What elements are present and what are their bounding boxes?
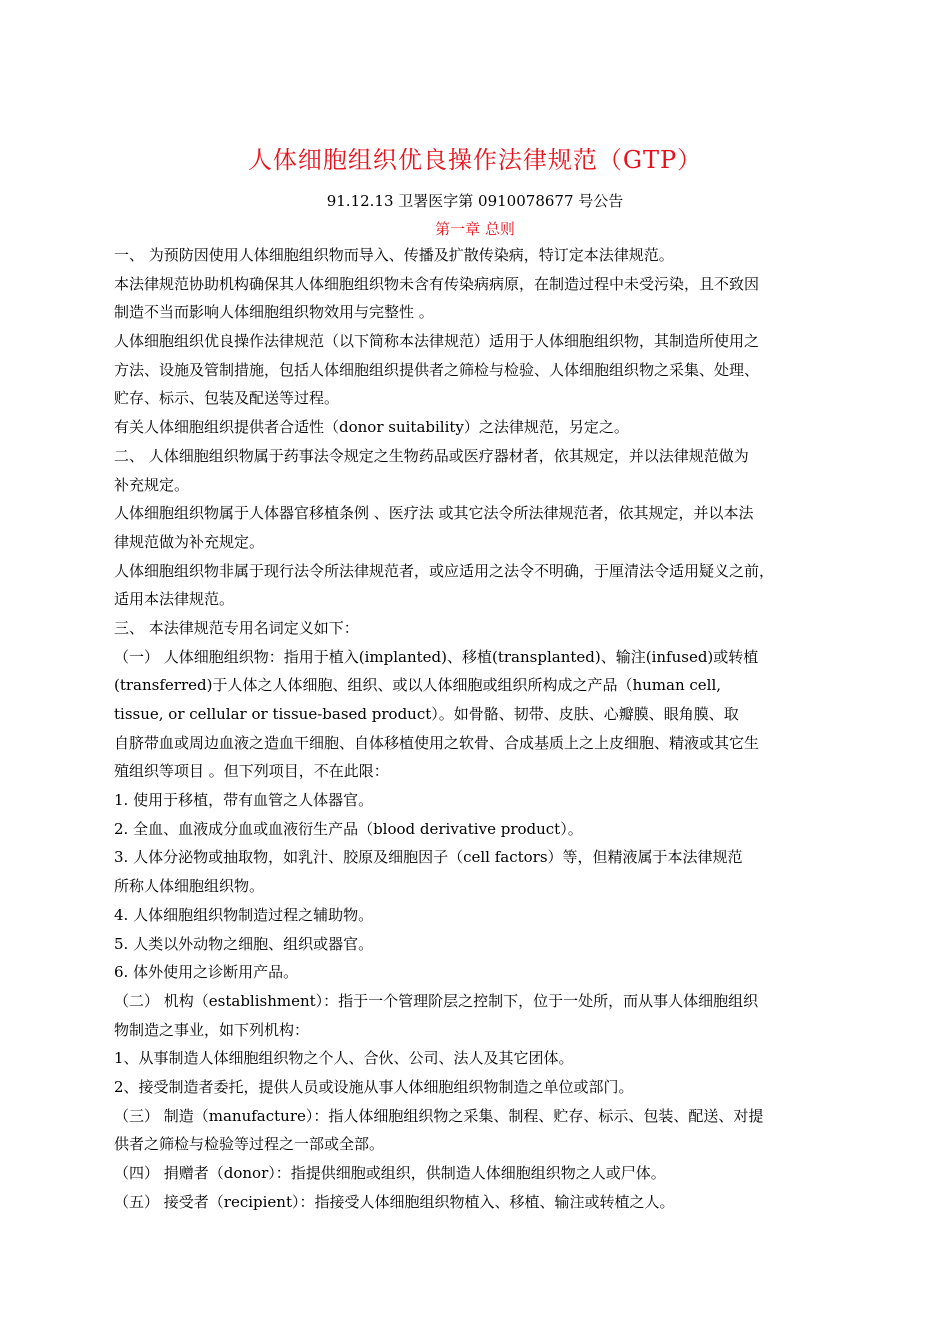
- text-line: 人体细胞组织物非属于现行法令所法律规范者，或应适用之法令不明确，于厘清法令适用疑义之前，: [114, 561, 775, 580]
- document-body: [114, 241, 854, 1216]
- text-line: （二） 机构（establishment）：指于一个管理阶层之控制下，位于一处所，而从事人体细胞组织: [114, 991, 759, 1010]
- text-line: 5. 人类以外动物之细胞、组织或器官。: [114, 934, 374, 953]
- text-line: 2. 全血、血液成分血或血液衍生产品（blood derivative product）。: [114, 819, 583, 838]
- text-line: （五） 接受者（recipient）：指接受人体细胞组织物植入、移植、输注或转植之人。: [114, 1192, 675, 1211]
- text-line: 供者之筛检与检验等过程之一部或全部。: [114, 1135, 385, 1154]
- text-line: 有关人体细胞组织提供者合适性（donor suitability）之法律规范，另定之。: [114, 418, 629, 437]
- text-line: 贮存、标示、包装及配送等过程。: [114, 389, 340, 408]
- text-line: 殖组织等项目 。但下列项目，不在此限：: [114, 762, 389, 781]
- text-line: 6. 体外使用之诊断用产品。: [114, 963, 299, 982]
- text-line: 1. 使用于移植，带有血管之人体器官。: [114, 791, 374, 810]
- text-line: 所称人体细胞组织物。: [114, 877, 265, 896]
- text-line: （三） 制造（manufacture）：指人体细胞组织物之采集、制程、贮存、标示、包装、配送、对提: [114, 1106, 764, 1125]
- document-title: 人体细胞组织优良操作法律规范（GTP）: [247, 146, 703, 174]
- text-line: tissue, or cellular or tissue-based product）。如骨骼、韧带、皮肤、心瓣膜、眼角膜、取: [114, 705, 739, 723]
- text-line: 二、 人体细胞组织物属于药事法令规定之生物药品或医疗器材者，依其规定，并以法律规范做为: [114, 446, 749, 465]
- text-line: 适用本法律规范。: [114, 590, 235, 609]
- text-line: 人体细胞组织物属于人体器官移植条例 、医疗法 或其它法令所法律规范者，依其规定，并以本法: [114, 504, 754, 523]
- text-line: 4. 人体细胞组织物制造过程之辅助物。: [114, 905, 374, 924]
- text-line: 律规范做为补充规定。: [114, 532, 265, 551]
- chapter-heading: 第一章 总则: [435, 220, 515, 238]
- text-line: 2、接受制造者委托，提供人员或设施从事人体细胞组织物制造之单位或部门。: [114, 1077, 634, 1096]
- text-line: 三、 本法律规范专用名词定义如下：: [114, 618, 359, 637]
- text-line: 一、 为预防因使用人体细胞组织物而导入、传播及扩散传染病，特订定本法律规范。: [114, 246, 674, 264]
- text-line: （四） 捐赠者（donor）：指提供细胞或组织，供制造人体细胞组织物之人或尸体。: [114, 1164, 666, 1182]
- text-line: （一） 人体细胞组织物：指用于植入(implanted)、移植(transplanted)、输注(infused)或转植: [114, 647, 759, 666]
- text-line: (transferred)于人体之人体细胞、组织、或以人体细胞或组织所构成之产品（human cell,: [114, 676, 722, 695]
- text-line: 方法、设施及管制措施，包括人体细胞组织提供者之筛检与检验、人体细胞组织物之采集、处理、: [114, 360, 760, 379]
- text-line: 制造不当而影响人体细胞组织物效用与完整性 。: [114, 303, 434, 322]
- text-line: 3. 人体分泌物或抽取物，如乳汁、胶原及细胞因子（cell factors）等，但精液属于本法律规范: [114, 848, 743, 867]
- announcement-line: 91.12.13 卫署医字第 0910078677 号公告: [326, 192, 624, 210]
- text-line: 补充规定。: [114, 475, 190, 494]
- text-line: 自脐带血或周边血液之造血干细胞、自体移植使用之软骨、合成基质上之上皮细胞、精液或其它生: [114, 733, 760, 752]
- text-line: 1、从事制造人体细胞组织物之个人、合伙、公司、法人及其它团体。: [114, 1049, 574, 1068]
- text-line: 物制造之事业，如下列机构：: [114, 1020, 310, 1039]
- text-line: 人体细胞组织优良操作法律规范（以下简称本法律规范）适用于人体细胞组织物，其制造所使用之: [114, 332, 760, 351]
- text-line: 本法律规范协助机构确保其人体细胞组织物未含有传染病病原，在制造过程中未受污染，且不致因: [114, 274, 760, 293]
